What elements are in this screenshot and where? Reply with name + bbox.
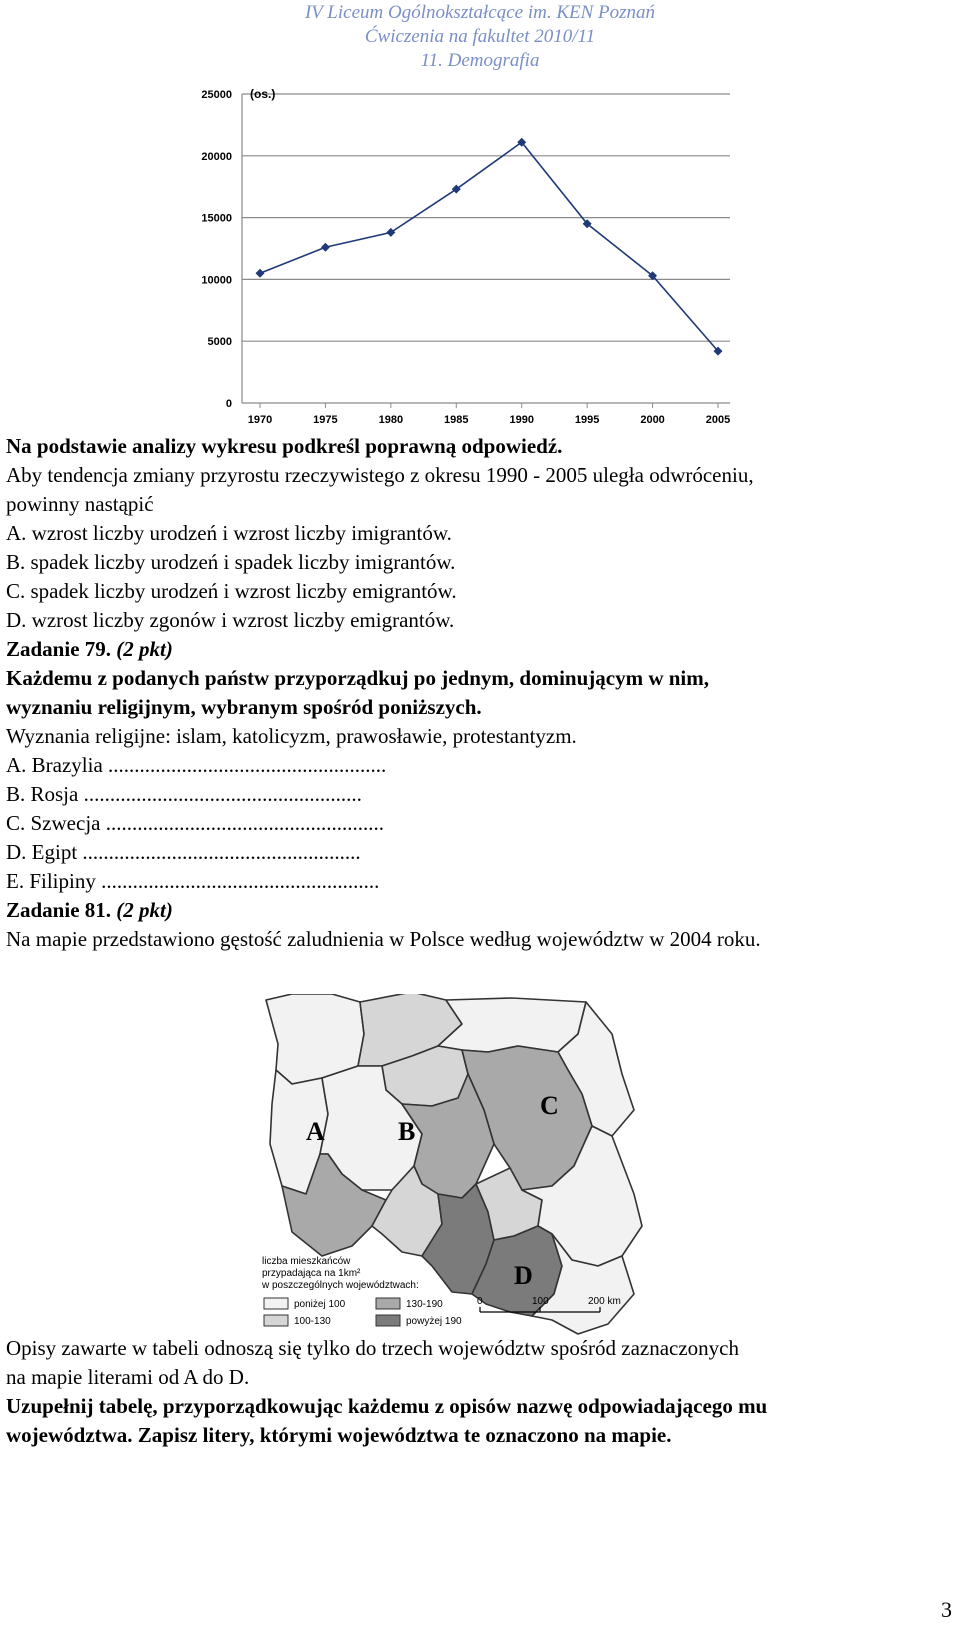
x-tick-label: 1985	[444, 414, 469, 426]
legend-item-3: 130-190	[406, 1299, 443, 1310]
task79-instruction-line1: Każdemu z podanych państw przyporządkuj po jednym, dominującym w nim,	[6, 666, 709, 690]
data-point-1975	[321, 243, 330, 252]
legend-title-line3: w poszczególnych województwach:	[262, 1280, 419, 1291]
question1-stem-line2: powinny nastąpić	[6, 492, 154, 516]
scale-label-0: 0	[477, 1296, 483, 1307]
task79-item-d: D. Egipt .....................................................	[6, 840, 361, 864]
y-tick-label: 10000	[201, 274, 232, 287]
question1-option-c: C. spadek liczby urodzeń i wzrost liczby emigrantów.	[6, 579, 457, 603]
legend-swatch-1	[264, 1298, 288, 1309]
data-point-1980	[386, 228, 395, 237]
map-label-a: A	[306, 1117, 325, 1146]
legend-swatch-3	[376, 1298, 400, 1309]
map-label-d: D	[514, 1261, 533, 1290]
y-tick-label: 25000	[201, 89, 232, 101]
task79-item-c: C. Szwecja .....................................................	[6, 811, 384, 835]
task81-instruction-line2: województwa. Zapisz litery, którymi województwa te oznaczono na mapie.	[6, 1423, 672, 1447]
legend-title-line1: liczba mieszkańców	[262, 1256, 351, 1267]
y-unit-label: (os.)	[250, 87, 276, 101]
question1-option-d: D. wzrost liczby zgonów i wzrost liczby emigrantów.	[6, 608, 455, 632]
task81-title: Zadanie 81.	[6, 898, 112, 922]
map-label-b: B	[398, 1117, 416, 1146]
task79-religions: Wyznania religijne: islam, katolicyzm, prawosławie, protestantyzm.	[6, 724, 577, 748]
legend-title-line2: przypadająca na 1km²	[262, 1268, 361, 1279]
task81-intro: Na mapie przedstawiono gęstość zaludnienia w Polsce według województw w 2004 roku.	[6, 927, 761, 951]
task79-item-e: E. Filipiny .....................................................	[6, 869, 380, 893]
y-tick-label: 15000	[201, 212, 232, 225]
x-tick-label: 2005	[705, 414, 731, 426]
question1-option-b: B. spadek liczby urodzeń i spadek liczby imigrantów.	[6, 550, 456, 574]
task79-points: (2 pkt)	[116, 637, 173, 661]
map-label-c: C	[540, 1091, 559, 1120]
x-tick-label: 1970	[247, 414, 273, 426]
task79-instruction-line2: wyznaniu religijnym, wybranym spośród poniższych.	[6, 695, 482, 719]
y-tick-label: 0	[225, 398, 232, 410]
header-line-2: Ćwiczenia na fakultet 2010/11	[364, 26, 596, 47]
task81-heading	[6, 896, 173, 925]
task79-item-a: A. Brazylia .....................................................	[6, 753, 387, 777]
x-tick-label: 1975	[313, 414, 338, 426]
question1-stem-line1: Aby tendencja zmiany przyrostu rzeczywistego z okresu 1990 - 2005 uległa odwróceniu,	[6, 463, 754, 487]
legend-swatch-4	[376, 1315, 400, 1326]
task81-desc-line1: Opisy zawarte w tabeli odnoszą się tylko do trzech województw spośród zaznaczonych	[6, 1336, 740, 1360]
legend-item-4: powyżej 190	[406, 1316, 462, 1327]
y-tick-label: 20000	[201, 150, 232, 163]
data-point-1970	[256, 269, 265, 278]
task79-heading	[6, 635, 173, 664]
legend-item-2: 100-130	[294, 1316, 331, 1327]
task79-item-b: B. Rosja .....................................................	[6, 782, 362, 806]
task81-instruction-line1: Uzupełnij tabelę, przyporządkowując każdemu z opisów nazwę odpowiadającego mu	[6, 1394, 768, 1418]
task81-desc-line2: na mapie literami od A do D.	[6, 1365, 250, 1389]
header-line-3: 11. Demografia	[420, 50, 540, 71]
question1-instruction: Na podstawie analizy wykresu podkreśl poprawną odpowiedź.	[6, 434, 563, 458]
task81-points: (2 pkt)	[116, 898, 173, 922]
legend-swatch-2	[264, 1315, 288, 1326]
legend-item-1: poniżej 100	[294, 1299, 346, 1310]
x-tick-label: 1995	[574, 414, 600, 426]
task79-title: Zadanie 79.	[6, 637, 112, 661]
y-tick-label: 5000	[207, 336, 232, 349]
x-tick-label: 1990	[509, 414, 534, 426]
scale-label-100: 100	[532, 1296, 549, 1307]
scale-label-200: 200 km	[588, 1296, 621, 1307]
page-number: 3	[941, 1597, 952, 1622]
question1-option-a: A. wzrost liczby urodzeń i wzrost liczby imigrantów.	[6, 521, 452, 545]
header-line-1: IV Liceum Ogólnokształcące im. KEN Poznań	[304, 2, 656, 23]
region-warminsko-mazurskie	[438, 998, 586, 1052]
poland-density-map	[262, 994, 672, 1362]
x-tick-label: 2000	[640, 414, 665, 426]
population-change-line-chart	[190, 78, 760, 450]
x-tick-label: 1980	[378, 414, 404, 426]
